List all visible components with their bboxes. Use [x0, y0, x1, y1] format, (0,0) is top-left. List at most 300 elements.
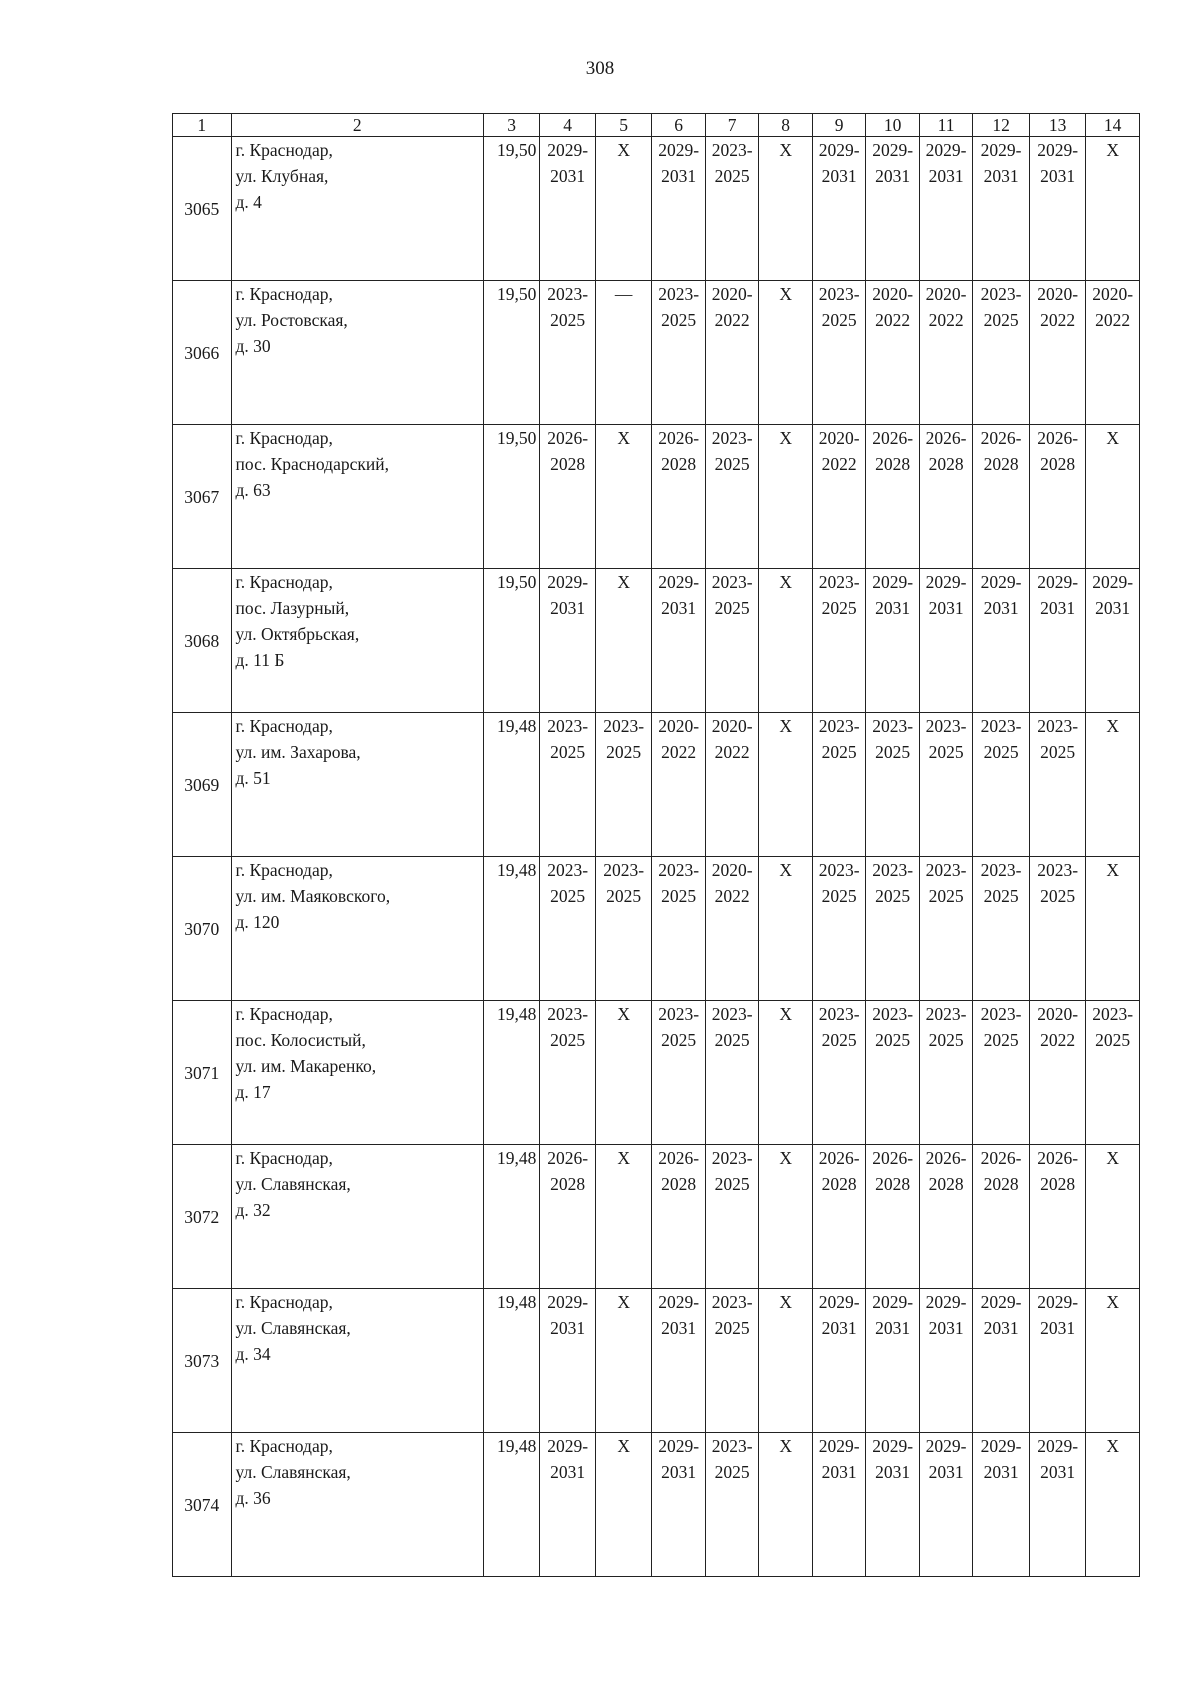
value-cell-col-6: [652, 1001, 705, 1145]
period-line: 2029-: [980, 1436, 1022, 1456]
address-line: г. Краснодар,: [235, 716, 333, 736]
period-line: 2025: [1040, 742, 1076, 762]
period-line: 2031: [875, 1318, 911, 1338]
period-line: —: [614, 284, 633, 304]
value-cell-col-5: [595, 857, 652, 1001]
value-cell-col-5: [595, 1145, 652, 1289]
period-line: 2023-: [658, 1004, 700, 1024]
value-cell-col-6: [652, 1433, 705, 1577]
period-line: 2029-: [818, 1436, 860, 1456]
period-line: 2031: [661, 1318, 697, 1338]
address-cell: [231, 569, 483, 713]
value-cell-col-8: [759, 1433, 812, 1577]
period-line: 2031: [1095, 598, 1131, 618]
period-line: 2023-: [547, 284, 589, 304]
value-cell-col-4: [540, 569, 596, 713]
period-line: 2025: [714, 1462, 750, 1482]
period-line: X: [1106, 140, 1119, 160]
address-line: г. Краснодар,: [235, 428, 333, 448]
value-cell-col-12: [973, 857, 1030, 1001]
value-cell-col-6: [652, 425, 705, 569]
table-row: [173, 857, 1140, 1001]
value-cell-col-14: [1086, 137, 1140, 281]
period-line: 2029-: [818, 1292, 860, 1312]
value-cell-col-4: [540, 137, 596, 281]
period-line: 2020-: [711, 284, 753, 304]
period-line: 2023-: [925, 716, 967, 736]
value-cell-col-9: [812, 1001, 865, 1145]
period-line: 2031: [550, 598, 586, 618]
address-line: ул. им. Захарова,: [235, 742, 361, 762]
period-line: 2029-: [925, 572, 967, 592]
value-cell-col-12: [973, 713, 1030, 857]
address-line: г. Краснодар,: [235, 572, 333, 592]
period-line: X: [617, 1292, 630, 1312]
value-cell-col-12: [973, 1433, 1030, 1577]
period-line: 2029-: [980, 140, 1022, 160]
value-cell-col-4: [540, 857, 596, 1001]
period-line: 2025: [928, 1030, 964, 1050]
value-cell-col-8: [759, 281, 812, 425]
value-cell-col-4: [540, 1289, 596, 1433]
period-line: X: [617, 1148, 630, 1168]
period-line: X: [779, 140, 792, 160]
value-cell-col-12: [973, 425, 1030, 569]
address-line: ул. Славянская,: [235, 1318, 351, 1338]
address-line: д. 63: [235, 480, 271, 500]
period-line: X: [1106, 1436, 1119, 1456]
period-line: 2028: [661, 1174, 697, 1194]
period-line: 2025: [714, 1174, 750, 1194]
table-row: [173, 1433, 1140, 1577]
period-line: 2031: [983, 1462, 1019, 1482]
period-line: 2023-: [1092, 1004, 1134, 1024]
period-line: 2025: [875, 1030, 911, 1050]
period-line: 2031: [661, 598, 697, 618]
value-cell-col-6: [652, 1289, 705, 1433]
column-header: 10: [866, 114, 919, 137]
period-line: 2022: [821, 454, 857, 474]
period-line: X: [1106, 1148, 1119, 1168]
column-header: 8: [759, 114, 812, 137]
address-line: г. Краснодар,: [235, 1004, 333, 1024]
period-line: 2028: [661, 454, 697, 474]
value-cell-col-3: 19,48: [483, 713, 540, 857]
period-line: 2029-: [1037, 1292, 1079, 1312]
value-cell-col-7: [705, 1145, 758, 1289]
table-row: [173, 713, 1140, 857]
period-line: X: [779, 428, 792, 448]
period-line: X: [779, 1148, 792, 1168]
period-line: 2029-: [980, 572, 1022, 592]
address-line: г. Краснодар,: [235, 1292, 333, 1312]
value-cell-col-12: [973, 137, 1030, 281]
period-line: 2031: [928, 1462, 964, 1482]
period-line: 2020-: [711, 860, 753, 880]
period-line: 2020-: [925, 284, 967, 304]
period-line: 2026-: [872, 428, 914, 448]
column-header: 9: [812, 114, 865, 137]
value-cell-col-10: [866, 1289, 919, 1433]
period-line: X: [617, 140, 630, 160]
period-line: 2025: [875, 742, 911, 762]
address-line: ул. им. Маяковского,: [235, 886, 391, 906]
table-row: [173, 137, 1140, 281]
period-line: 2025: [983, 1030, 1019, 1050]
value-cell-col-14: [1086, 281, 1140, 425]
value-cell-col-13: [1029, 281, 1086, 425]
value-cell-col-6: [652, 713, 705, 857]
address-line: пос. Лазурный,: [235, 598, 350, 618]
period-line: 2026-: [980, 428, 1022, 448]
period-line: 2023-: [711, 1436, 753, 1456]
value-cell-col-14: [1086, 569, 1140, 713]
value-cell-col-3: 19,50: [483, 137, 540, 281]
value-cell-col-3: 19,48: [483, 1001, 540, 1145]
period-line: 2025: [661, 1030, 697, 1050]
period-line: 2022: [1095, 310, 1131, 330]
period-line: 2023-: [925, 860, 967, 880]
period-line: 2025: [550, 310, 586, 330]
value-cell-col-10: [866, 569, 919, 713]
address-line: пос. Краснодарский,: [235, 454, 389, 474]
period-line: X: [617, 572, 630, 592]
value-cell-col-12: [973, 1289, 1030, 1433]
value-cell-col-13: [1029, 1001, 1086, 1145]
period-line: 2028: [1040, 1174, 1076, 1194]
period-line: X: [779, 572, 792, 592]
table-row: [173, 281, 1140, 425]
value-cell-col-6: [652, 569, 705, 713]
period-line: 2020-: [1092, 284, 1134, 304]
value-cell-col-14: [1086, 857, 1140, 1001]
value-cell-col-11: [919, 281, 972, 425]
row-number: 3070: [173, 857, 232, 1001]
period-line: 2023-: [711, 572, 753, 592]
period-line: 2026-: [980, 1148, 1022, 1168]
period-line: 2025: [821, 742, 857, 762]
period-line: 2031: [1040, 1318, 1076, 1338]
row-number: 3073: [173, 1289, 232, 1433]
table-row: [173, 425, 1140, 569]
period-line: 2023-: [818, 1004, 860, 1024]
period-line: 2022: [714, 742, 750, 762]
address-line: д. 32: [235, 1200, 271, 1220]
period-line: 2022: [661, 742, 697, 762]
period-line: X: [1106, 1292, 1119, 1312]
period-line: 2023-: [980, 1004, 1022, 1024]
value-cell-col-11: [919, 425, 972, 569]
period-line: 2022: [928, 310, 964, 330]
value-cell-col-7: [705, 569, 758, 713]
period-line: 2022: [875, 310, 911, 330]
address-line: д. 34: [235, 1344, 271, 1364]
value-cell-col-10: [866, 425, 919, 569]
period-line: X: [779, 284, 792, 304]
value-cell-col-8: [759, 137, 812, 281]
value-cell-col-4: [540, 1433, 596, 1577]
value-cell-col-10: [866, 1433, 919, 1577]
address-line: пос. Колосистый,: [235, 1030, 366, 1050]
value-cell-col-6: [652, 1145, 705, 1289]
period-line: 2023-: [872, 1004, 914, 1024]
period-line: 2023-: [980, 716, 1022, 736]
period-line: 2031: [550, 1462, 586, 1482]
period-line: 2023-: [818, 284, 860, 304]
period-line: 2020-: [1037, 284, 1079, 304]
row-number: 3066: [173, 281, 232, 425]
value-cell-col-14: [1086, 425, 1140, 569]
value-cell-col-9: [812, 1289, 865, 1433]
period-line: 2025: [714, 166, 750, 186]
period-line: 2025: [821, 598, 857, 618]
value-cell-col-9: [812, 281, 865, 425]
column-header: 4: [540, 114, 596, 137]
table-row: [173, 1001, 1140, 1145]
address-line: ул. Ростовская,: [235, 310, 348, 330]
period-line: 2026-: [872, 1148, 914, 1168]
address-line: д. 11 Б: [235, 650, 285, 670]
value-cell-col-8: [759, 1145, 812, 1289]
period-line: 2023-: [980, 284, 1022, 304]
period-line: 2029-: [658, 140, 700, 160]
period-line: X: [779, 860, 792, 880]
period-line: 2031: [983, 598, 1019, 618]
value-cell-col-9: [812, 137, 865, 281]
address-line: д. 51: [235, 768, 271, 788]
period-line: 2031: [661, 166, 697, 186]
value-cell-col-9: [812, 425, 865, 569]
period-line: 2029-: [818, 140, 860, 160]
period-line: 2028: [550, 454, 586, 474]
period-line: 2026-: [1037, 428, 1079, 448]
value-cell-col-5: [595, 713, 652, 857]
column-header: 1: [173, 114, 232, 137]
column-header: 11: [919, 114, 972, 137]
period-line: 2025: [983, 742, 1019, 762]
value-cell-col-3: 19,48: [483, 1145, 540, 1289]
period-line: 2023-: [872, 860, 914, 880]
address-line: ул. Славянская,: [235, 1462, 351, 1482]
value-cell-col-11: [919, 569, 972, 713]
row-number: 3069: [173, 713, 232, 857]
period-line: 2025: [661, 886, 697, 906]
period-line: 2023-: [711, 428, 753, 448]
value-cell-col-3: 19,50: [483, 569, 540, 713]
address-line: д. 120: [235, 912, 280, 932]
period-line: 2026-: [658, 428, 700, 448]
period-line: 2031: [928, 166, 964, 186]
period-line: 2028: [928, 454, 964, 474]
value-cell-col-12: [973, 1001, 1030, 1145]
period-line: 2023-: [872, 716, 914, 736]
period-line: 2023-: [818, 572, 860, 592]
value-cell-col-3: 19,48: [483, 1289, 540, 1433]
address-line: д. 36: [235, 1488, 271, 1508]
period-line: 2029-: [658, 1436, 700, 1456]
value-cell-col-9: [812, 857, 865, 1001]
period-line: 2029-: [872, 140, 914, 160]
column-header: 13: [1029, 114, 1086, 137]
period-line: 2025: [606, 742, 642, 762]
period-line: 2020-: [1037, 1004, 1079, 1024]
address-line: ул. им. Макаренко,: [235, 1056, 377, 1076]
period-line: 2023-: [711, 1292, 753, 1312]
row-number: 3068: [173, 569, 232, 713]
address-line: ул. Октябрьская,: [235, 624, 360, 644]
address-cell: [231, 1145, 483, 1289]
value-cell-col-14: [1086, 1433, 1140, 1577]
period-line: 2025: [1095, 1030, 1131, 1050]
period-line: 2023-: [711, 1148, 753, 1168]
period-line: 2022: [1040, 1030, 1076, 1050]
period-line: X: [1106, 716, 1119, 736]
value-cell-col-7: [705, 1289, 758, 1433]
period-line: 2029-: [925, 1436, 967, 1456]
column-header: 14: [1086, 114, 1140, 137]
address-line: г. Краснодар,: [235, 1148, 333, 1168]
period-line: 2023-: [658, 860, 700, 880]
row-number: 3065: [173, 137, 232, 281]
period-line: 2031: [1040, 166, 1076, 186]
period-line: 2023-: [818, 860, 860, 880]
period-line: 2023-: [980, 860, 1022, 880]
value-cell-col-12: [973, 281, 1030, 425]
value-cell-col-5: [595, 137, 652, 281]
value-cell-col-5: [595, 1289, 652, 1433]
period-line: 2020-: [818, 428, 860, 448]
period-line: 2025: [1040, 886, 1076, 906]
period-line: 2023-: [925, 1004, 967, 1024]
column-header: 2: [231, 114, 483, 137]
period-line: 2025: [875, 886, 911, 906]
value-cell-col-7: [705, 137, 758, 281]
period-line: 2031: [821, 1318, 857, 1338]
table-row: [173, 1289, 1140, 1433]
period-line: X: [779, 1004, 792, 1024]
value-cell-col-3: 19,50: [483, 281, 540, 425]
value-cell-col-13: [1029, 137, 1086, 281]
period-line: 2029-: [1092, 572, 1134, 592]
value-cell-col-7: [705, 1001, 758, 1145]
period-line: X: [617, 428, 630, 448]
value-cell-col-10: [866, 1001, 919, 1145]
period-line: 2028: [550, 1174, 586, 1194]
address-line: ул. Славянская,: [235, 1174, 351, 1194]
period-line: 2031: [875, 598, 911, 618]
period-line: 2029-: [547, 140, 589, 160]
value-cell-col-11: [919, 857, 972, 1001]
row-number: 3072: [173, 1145, 232, 1289]
period-line: 2022: [714, 886, 750, 906]
period-line: 2023-: [711, 1004, 753, 1024]
value-cell-col-13: [1029, 569, 1086, 713]
period-line: 2023-: [603, 860, 645, 880]
period-line: 2023-: [658, 284, 700, 304]
period-line: 2031: [1040, 1462, 1076, 1482]
period-line: 2028: [875, 454, 911, 474]
period-line: 2031: [821, 166, 857, 186]
period-line: 2031: [983, 166, 1019, 186]
period-line: 2031: [928, 598, 964, 618]
value-cell-col-9: [812, 1145, 865, 1289]
period-line: 2025: [928, 742, 964, 762]
period-line: 2020-: [711, 716, 753, 736]
period-line: 2029-: [658, 1292, 700, 1312]
address-line: д. 30: [235, 336, 271, 356]
period-line: 2026-: [1037, 1148, 1079, 1168]
value-cell-col-10: [866, 137, 919, 281]
period-line: 2025: [606, 886, 642, 906]
period-line: 2023-: [1037, 716, 1079, 736]
period-line: 2025: [550, 742, 586, 762]
period-line: 2029-: [1037, 572, 1079, 592]
address-line: д. 17: [235, 1082, 271, 1102]
value-cell-col-9: [812, 569, 865, 713]
value-cell-col-4: [540, 281, 596, 425]
value-cell-col-5: [595, 281, 652, 425]
period-line: 2026-: [818, 1148, 860, 1168]
address-line: г. Краснодар,: [235, 1436, 333, 1456]
housing-repair-schedule-table: [172, 113, 1140, 1577]
value-cell-col-8: [759, 1001, 812, 1145]
column-header: 5: [595, 114, 652, 137]
value-cell-col-8: [759, 713, 812, 857]
column-header: 6: [652, 114, 705, 137]
value-cell-col-13: [1029, 1289, 1086, 1433]
value-cell-col-10: [866, 1145, 919, 1289]
value-cell-col-7: [705, 425, 758, 569]
period-line: X: [1106, 428, 1119, 448]
address-cell: [231, 425, 483, 569]
value-cell-col-11: [919, 1145, 972, 1289]
period-line: 2029-: [1037, 140, 1079, 160]
period-line: 2020-: [658, 716, 700, 736]
value-cell-col-10: [866, 857, 919, 1001]
period-line: 2025: [928, 886, 964, 906]
value-cell-col-13: [1029, 1145, 1086, 1289]
period-line: 2031: [1040, 598, 1076, 618]
value-cell-col-8: [759, 425, 812, 569]
period-line: 2025: [714, 1318, 750, 1338]
period-line: 2023-: [547, 1004, 589, 1024]
period-line: 2025: [550, 886, 586, 906]
period-line: 2025: [821, 310, 857, 330]
period-line: 2026-: [658, 1148, 700, 1168]
value-cell-col-14: [1086, 1001, 1140, 1145]
period-line: X: [779, 1436, 792, 1456]
value-cell-col-11: [919, 1001, 972, 1145]
value-cell-col-3: 19,48: [483, 857, 540, 1001]
period-line: 2029-: [547, 1436, 589, 1456]
address-line: г. Краснодар,: [235, 284, 333, 304]
address-line: ул. Клубная,: [235, 166, 329, 186]
value-cell-col-3: 19,50: [483, 425, 540, 569]
period-line: 2023-: [603, 716, 645, 736]
value-cell-col-14: [1086, 1145, 1140, 1289]
value-cell-col-13: [1029, 425, 1086, 569]
period-line: 2025: [714, 1030, 750, 1050]
value-cell-col-8: [759, 569, 812, 713]
value-cell-col-6: [652, 281, 705, 425]
period-line: 2031: [875, 166, 911, 186]
period-line: X: [779, 1292, 792, 1312]
value-cell-col-13: [1029, 713, 1086, 857]
value-cell-col-4: [540, 425, 596, 569]
column-number-header-row: [173, 114, 1140, 137]
value-cell-col-11: [919, 1433, 972, 1577]
period-line: 2029-: [547, 572, 589, 592]
